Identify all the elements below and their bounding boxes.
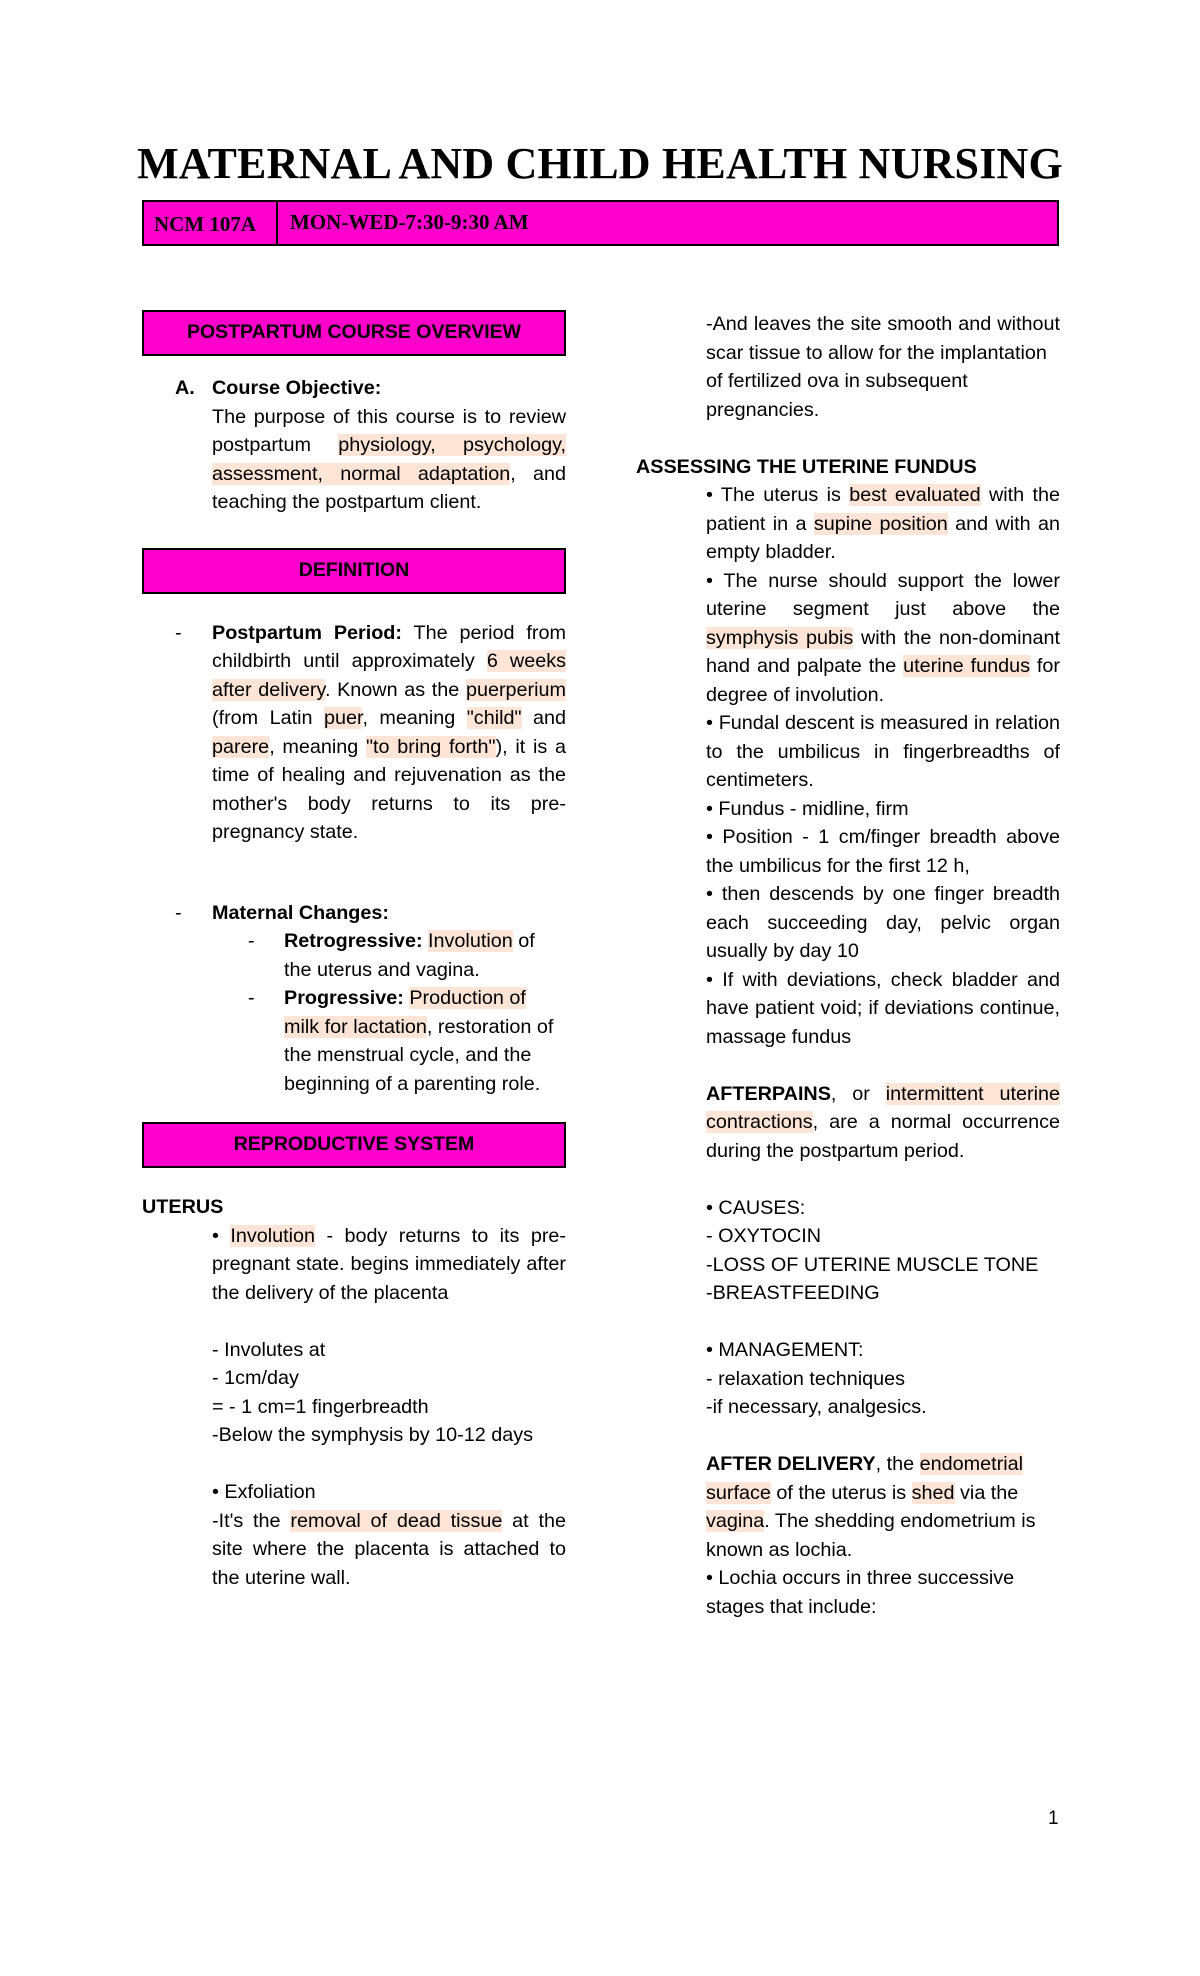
text: ), it is a time of healing and rejuvenation as the mother's body returns to its pre-pregnancy state.: [212, 735, 567, 843]
right-column: [636, 310, 1060, 1621]
afterpains-heading: AFTERPAINS: [706, 1082, 831, 1105]
text: of the uterus is: [770, 1481, 912, 1504]
highlight: Production of milk for lactation: [284, 987, 526, 1038]
exfoliation-heading: • Exfoliation: [212, 1481, 316, 1503]
list-item: • then descends by one finger breadth each succeeding day, pelvic organ usually by day 10: [706, 883, 1060, 962]
after-delivery-text: [706, 1450, 1060, 1564]
text: via the: [954, 1481, 1019, 1504]
list-item: • Fundus - midline, firm: [706, 797, 909, 820]
highlight: Involution: [428, 930, 513, 952]
highlight: endometrial surface: [706, 1453, 1023, 1504]
highlight: puer: [323, 707, 363, 729]
text: of the uterus and vagina.: [284, 930, 535, 981]
text: and with an empty bladder.: [706, 512, 1061, 563]
lochia-text: • Lochia occurs in three successive stages that include:: [706, 1567, 1015, 1618]
maternal-changes-item: [142, 899, 566, 928]
text: , meaning: [269, 735, 367, 758]
progressive-item: [142, 984, 566, 1098]
afterpains-text: [706, 1080, 1060, 1166]
objective-heading: Course Objective:: [212, 377, 382, 399]
list-item: [706, 567, 1060, 710]
uterus-heading: UTERUS: [142, 1196, 224, 1218]
text: with the non-dominant hand and palpate the: [706, 626, 1060, 677]
course-code: NCM 107A: [144, 202, 278, 244]
continued-text: of fertilized ova in subsequent pregnancies.: [706, 370, 968, 421]
list-item: - 1cm/day: [212, 1367, 299, 1389]
causes-heading: • CAUSES:: [706, 1196, 806, 1219]
list-item: • If with deviations, check bladder and have patient void; if deviations continue, massage fundus: [706, 968, 1060, 1048]
dash-marker: -: [248, 987, 255, 1009]
text: and: [521, 707, 566, 729]
highlight: shed: [911, 1481, 955, 1504]
text: for degree of involution.: [706, 655, 1060, 706]
highlight: removal of dead tissue: [290, 1509, 503, 1532]
text: with the patient in a: [706, 484, 1060, 535]
text: , and teaching the postpartum client.: [212, 462, 566, 513]
list-item: • Position - 1 cm/finger breadth above the umbilicus for the first 12 h,: [706, 826, 1060, 877]
page-number: 1: [1048, 1808, 1059, 1829]
retrogressive-label: Retrogressive:: [284, 930, 423, 952]
section-header-reproductive: REPRODUCTIVE SYSTEM: [142, 1122, 566, 1168]
exfoliation-continued: [636, 310, 1060, 424]
highlight: physiology, psychology, assessment, normal adaptation: [212, 434, 566, 485]
text: . Known as the: [324, 678, 466, 701]
text: , or: [830, 1082, 886, 1105]
section-header-definition: DEFINITION: [142, 548, 566, 594]
course-header-bar: [142, 200, 1059, 246]
exfoliation-text: [212, 1507, 566, 1593]
postpartum-period-heading: Postpartum Period:: [212, 621, 402, 644]
objective-text: [212, 403, 566, 517]
after-delivery-heading: AFTER DELIVERY: [706, 1453, 876, 1475]
text: (from Latin: [212, 707, 324, 729]
highlight: best evaluated: [849, 484, 981, 506]
highlight: "to bring forth": [366, 735, 496, 758]
highlight: parere: [212, 735, 270, 758]
fundus-heading: ASSESSING THE UTERINE FUNDUS: [636, 455, 977, 478]
list-item: -BREASTFEEDING: [706, 1282, 880, 1304]
highlight: symphysis pubis: [706, 626, 854, 649]
postpartum-period-item: [142, 619, 566, 847]
course-objective: [142, 374, 566, 517]
retrogressive-item: [142, 927, 566, 984]
dash-marker: -: [248, 930, 255, 952]
text: -It's the: [212, 1509, 291, 1532]
fundus-content: [636, 481, 1060, 1621]
objective-marker: A.: [175, 377, 195, 399]
document-title: MATERNAL AND CHILD HEALTH NURSING: [137, 139, 1063, 188]
text: , the: [875, 1453, 920, 1475]
left-column: [142, 310, 566, 1592]
highlight: puerperium: [465, 678, 566, 701]
highlight: 6 weeks after delivery: [212, 650, 566, 701]
highlight: intermittent uterine contractions: [706, 1082, 1060, 1133]
list-item: - OXYTOCIN: [706, 1225, 822, 1247]
highlight: uterine fundus: [903, 655, 1030, 677]
text: • The nurse should support the lower uterine segment just above the: [706, 569, 1060, 620]
dash-marker: -: [175, 901, 182, 924]
highlight: vagina: [706, 1510, 765, 1532]
section-header-overview: POSTPARTUM COURSE OVERVIEW: [142, 310, 566, 356]
list-item: -if necessary, analgesics.: [706, 1396, 927, 1418]
management-heading: • MANAGEMENT:: [706, 1339, 864, 1361]
list-item: -LOSS OF UTERINE MUSCLE TONE: [706, 1253, 1039, 1276]
text: The period from childbirth until approximately: [212, 621, 566, 672]
course-schedule: MON-WED-7:30-9:30 AM: [290, 210, 529, 234]
maternal-changes-heading: Maternal Changes:: [212, 901, 389, 924]
involution-text: [212, 1222, 566, 1308]
continued-text: -And leaves the site smooth and without scar tissue to allow for the implantation: [706, 313, 1060, 364]
dash-marker: -: [175, 621, 182, 644]
text: , restoration of the menstrual cycle, and the beginning of a parenting role.: [284, 1015, 554, 1095]
text: •: [212, 1224, 231, 1247]
text: - body returns to its pre-pregnant state. begins immediately after the delivery of the placenta: [212, 1224, 567, 1304]
text: , are a normal occurrence during the postpartum period.: [706, 1111, 1060, 1162]
text: , meaning: [362, 707, 467, 729]
text: • The uterus is: [706, 484, 850, 506]
text: The purpose of this course is to review postpartum: [212, 405, 566, 456]
list-item: [706, 481, 1060, 567]
text: . The shedding endometrium is known as lochia.: [706, 1510, 1036, 1561]
list-item: -Below the symphysis by 10-12 days: [212, 1424, 534, 1446]
list-item: = - 1 cm=1 fingerbreadth: [212, 1395, 429, 1418]
list-item: • Fundal descent is measured in relation to the umbilicus in fingerbreadths of centimeters.: [706, 712, 1060, 791]
list-item: - relaxation techniques: [706, 1367, 906, 1390]
highlight: supine position: [813, 512, 948, 535]
list-item: - Involutes at: [212, 1338, 326, 1361]
text: at the site where the placenta is attached to the uterine wall.: [212, 1509, 566, 1589]
highlight: Involution: [230, 1224, 316, 1247]
progressive-label: Progressive:: [284, 987, 404, 1009]
highlight: "child": [466, 707, 522, 729]
uterus-content: [142, 1222, 566, 1593]
